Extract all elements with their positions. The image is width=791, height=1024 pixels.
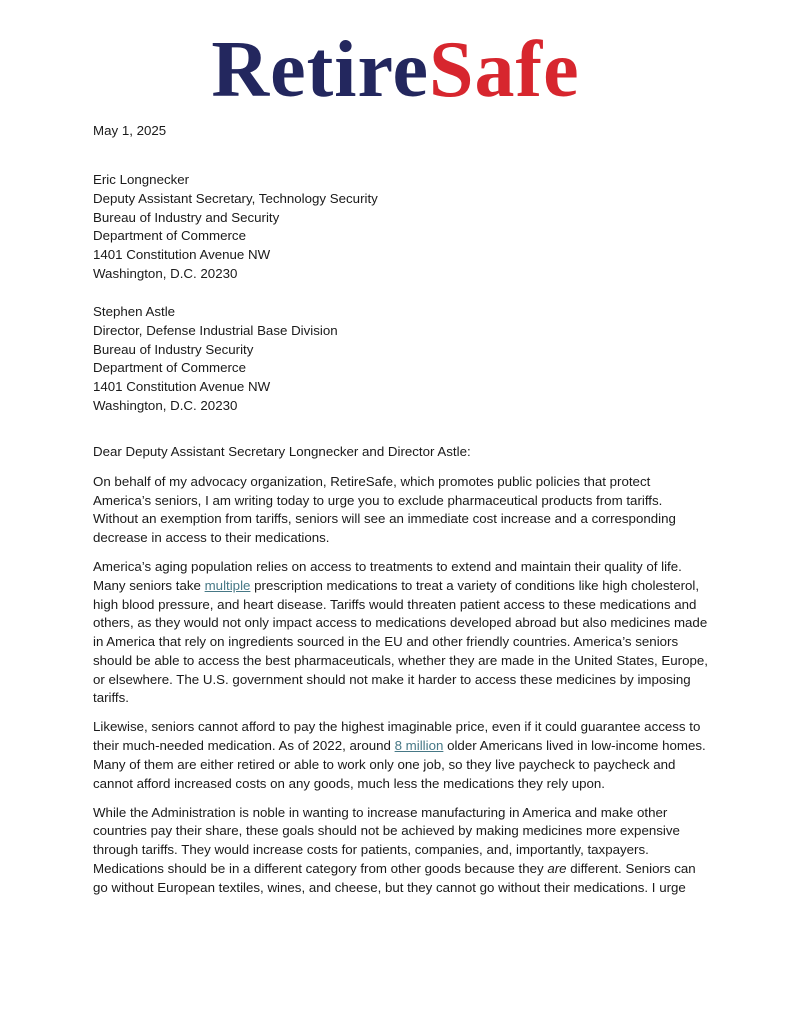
salutation: Dear Deputy Assistant Secretary Longnecker and Director Astle:: [93, 444, 471, 459]
recipient-1-city: Washington, D.C. 20230: [93, 265, 238, 281]
recipient-1-name: Eric Longnecker: [93, 172, 190, 187]
recipient-address-1: [93, 171, 708, 284]
paragraph-4-text-a: While the Administration is noble in wanting to increase manufacturing in America and make other countries pay their share, these goals should not be achieved by making medicines more expensive through tariffs. They would increase costs for patients, companies, and, importantly, taxpayers. Medications should be in a different category from other goods because they: [93, 804, 680, 876]
recipient-1-street: 1401 Constitution Avenue NW: [93, 247, 271, 263]
paragraph-4: [93, 804, 708, 898]
recipient-1-title: Deputy Assistant Secretary, Technology Security: [93, 190, 378, 206]
recipient-2-name: Stephen Astle: [93, 304, 176, 319]
8-million-link[interactable]: 8 million: [394, 738, 444, 754]
logo-safe: Safe: [429, 26, 580, 114]
paragraph-3-text-b: older Americans lived in low-income homes. Many of them are either retired or able to work only one job, so they live paycheck to paycheck and cannot afford increased costs on any goods, much less the medications they rely upon.: [93, 738, 706, 791]
recipient-2-department: Department of Commerce: [93, 360, 246, 376]
paragraph-4-emphasis: are: [547, 860, 567, 876]
paragraph-4-text-b: different. Seniors can go without European textiles, wines, and cheese, but they cannot go without their medications. I urge: [93, 860, 696, 895]
recipient-2-title: Director, Defense Industrial Base Division: [93, 322, 338, 338]
paragraph-2-text-a: America’s aging population relies on access to treatments to extend and maintain their quality of life. Many seniors take: [93, 559, 682, 594]
paragraph-2: [93, 558, 708, 708]
recipient-1-bureau: Bureau of Industry and Security: [93, 209, 280, 225]
recipient-2-city: Washington, D.C. 20230: [93, 397, 238, 413]
retiresafe-logo: [0, 24, 791, 116]
recipient-address-2: [93, 303, 708, 416]
multiple-link[interactable]: multiple: [204, 578, 251, 594]
paragraph-3: [93, 718, 708, 793]
paragraph-1: On behalf of my advocacy organization, RetireSafe, which promotes public policies that protect America’s seniors, I am writing today to urge you to exclude pharmaceutical products from tariffs. Without an exemption from tariffs, seniors will see an immediate cost increase and a corresponding decrease in access to their medications.: [93, 474, 676, 546]
letter-date: May 1, 2025: [93, 123, 167, 138]
logo-retire: Retire: [211, 26, 430, 114]
letter-body: [93, 473, 708, 908]
recipient-1-department: Department of Commerce: [93, 228, 246, 244]
paragraph-2-text-b: prescription medications to treat a variety of conditions like high cholesterol, high blood pressure, and heart disease. Tariffs would threaten patient access to these medications and others, as they would not only impact access to medications developed abroad but also medicines made in America that rely on ingredients sourced in the EU and other friendly countries. America’s seniors should be able to access the best pharmaceuticals, whether they are made in the United States, Europe, or elsewhere. The U.S. government should not make it harder to access these medicines by imposing tariffs.: [93, 578, 708, 706]
recipient-2-street: 1401 Constitution Avenue NW: [93, 379, 271, 395]
recipient-2-bureau: Bureau of Industry Security: [93, 341, 254, 357]
paragraph-3-text-a: Likewise, seniors cannot afford to pay the highest imaginable price, even if it could guarantee access to their much-needed medication. As of 2022, around: [93, 719, 701, 754]
